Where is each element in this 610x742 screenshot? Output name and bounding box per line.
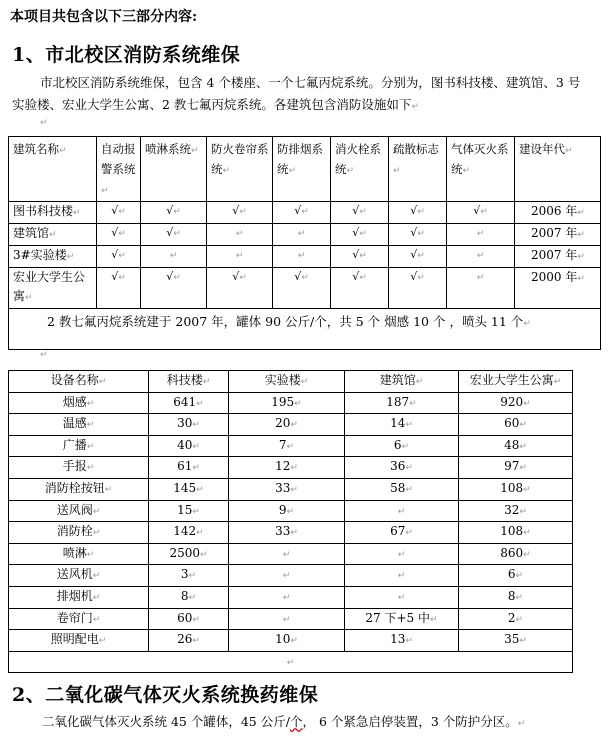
table1-header-cell: 建筑名称↵	[9, 137, 97, 202]
device-name-cell: 消防栓↵	[9, 522, 149, 544]
device-count-cell: ↵	[229, 565, 345, 587]
check-cell: √↵	[331, 224, 389, 246]
check-cell: ↵	[207, 246, 273, 268]
device-count-cell: 187↵	[345, 392, 459, 414]
device-name-cell: 广播↵	[9, 435, 149, 457]
table1-row	[9, 246, 601, 268]
table1-header-cell: 疏散标志↵	[389, 137, 447, 202]
table1-header-cell: 喷淋系统↵	[141, 137, 207, 202]
table1-row	[9, 202, 601, 224]
check-cell: √↵	[97, 268, 141, 309]
check-cell: √↵	[331, 268, 389, 309]
device-count-cell: 860↵	[459, 543, 573, 565]
device-count-cell: 2↵	[459, 608, 573, 630]
device-count-cell: 40↵	[149, 435, 229, 457]
device-count-cell: 26↵	[149, 630, 229, 652]
device-count-cell: 48↵	[459, 435, 573, 457]
check-cell: √↵	[331, 202, 389, 224]
device-count-cell: 641↵	[149, 392, 229, 414]
table1-note-cell: 2 教七氟丙烷系统建于 2007 年，罐体 90 公斤/个，共 5 个 烟感 10 个 ，喷头 11 个↵	[9, 309, 601, 350]
section1-heading: 1、市北校区消防系统维保	[12, 44, 241, 66]
table2-header-cell: 实验楼↵	[229, 371, 345, 393]
device-count-cell: 108↵	[459, 478, 573, 500]
building-name-cell: 图书科技楼↵	[9, 202, 97, 224]
check-cell: √↵	[331, 246, 389, 268]
table2-row	[9, 522, 573, 544]
section2-paragraph	[42, 712, 525, 734]
section2-paragraph-text: ， 6 个紧急启停装置，3 个防护分区。	[302, 714, 518, 729]
device-count-cell: 13↵	[345, 630, 459, 652]
check-cell: ↵	[273, 246, 331, 268]
table1-header-row	[9, 137, 601, 202]
section2-paragraph-text: 二氧化碳气体灭火系统 45 个罐体，45 公斤/	[42, 714, 290, 729]
table2-header-cell: 科技楼↵	[149, 371, 229, 393]
check-cell: √↵	[141, 268, 207, 309]
check-cell: √↵	[97, 224, 141, 246]
table2-row	[9, 478, 573, 500]
table2-row	[9, 414, 573, 436]
device-count-cell: 108↵	[459, 522, 573, 544]
paragraph-mark: ↵	[517, 719, 526, 729]
device-count-cell: 97↵	[459, 457, 573, 479]
table2-row	[9, 435, 573, 457]
device-name-cell: 手报↵	[9, 457, 149, 479]
device-count-cell: 58↵	[345, 478, 459, 500]
check-cell: √↵	[389, 202, 447, 224]
building-name-cell: 建筑馆↵	[9, 224, 97, 246]
device-count-cell: 14↵	[345, 414, 459, 436]
table2-empty-row	[9, 651, 573, 673]
device-name-cell: 卷帘门↵	[9, 608, 149, 630]
check-cell: ↵	[447, 224, 515, 246]
year-cell: 2000 年↵	[515, 268, 601, 309]
device-count-cell: 7↵	[229, 435, 345, 457]
blank-line-mark: ↵	[40, 118, 48, 128]
device-count-cell: 35↵	[459, 630, 573, 652]
device-count-cell: ↵	[345, 500, 459, 522]
device-count-cell: 145↵	[149, 478, 229, 500]
check-cell: √↵	[273, 268, 331, 309]
device-count-cell: 6↵	[459, 565, 573, 587]
device-count-cell: 27 下+5 中↵	[345, 608, 459, 630]
table1-row	[9, 268, 601, 309]
section1-paragraph	[12, 72, 582, 118]
table2-row	[9, 500, 573, 522]
device-name-cell: 送风阀↵	[9, 500, 149, 522]
blank-line-mark: ↵	[40, 350, 48, 360]
device-count-cell: 920↵	[459, 392, 573, 414]
device-count-cell: 20↵	[229, 414, 345, 436]
building-name-cell: 宏业大学生公寓↵	[9, 268, 97, 309]
table1-header-cell: 消火栓系统↵	[331, 137, 389, 202]
device-count-cell: 67↵	[345, 522, 459, 544]
device-count-table	[8, 370, 573, 673]
table2-header-cell: 建筑馆↵	[345, 371, 459, 393]
check-cell: √↵	[389, 268, 447, 309]
check-cell: √↵	[207, 202, 273, 224]
table2-row	[9, 630, 573, 652]
table1-header-cell: 防火卷帘系统↵	[207, 137, 273, 202]
table2-row	[9, 565, 573, 587]
device-count-cell: 2500↵	[149, 543, 229, 565]
check-cell: √↵	[97, 246, 141, 268]
device-count-cell: 12↵	[229, 457, 345, 479]
device-count-cell: 10↵	[229, 630, 345, 652]
check-cell: ↵	[273, 224, 331, 246]
table1-header-cell: 气体灭火系统↵	[447, 137, 515, 202]
check-cell: ↵	[207, 224, 273, 246]
device-count-cell: 6↵	[345, 435, 459, 457]
device-name-cell: 照明配电↵	[9, 630, 149, 652]
device-count-cell: ↵	[229, 608, 345, 630]
table1-header-cell: 自动报警系统↵	[97, 137, 141, 202]
intro-heading: 本项目共包含以下三部分内容:	[10, 9, 198, 25]
device-name-cell: 送风机↵	[9, 565, 149, 587]
device-count-cell: 33↵	[229, 522, 345, 544]
device-count-cell: 8↵	[459, 586, 573, 608]
section2-heading: 2、二氧化碳气体灭火系统换药维保	[12, 684, 319, 706]
device-count-cell: ↵	[345, 586, 459, 608]
table1-note-row	[9, 309, 601, 350]
section1-paragraph-text: 市北校区消防系统维保，包含 4 个楼座、一个七氟丙烷系统。分别为，图书科技楼、建筑馆、3 号实验楼、宏业大学生公寓、2 教七氟丙烷系统。各建筑包含消防设施如下	[12, 75, 581, 112]
check-cell: ↵	[141, 246, 207, 268]
device-name-cell: 喷淋↵	[9, 543, 149, 565]
table2-row	[9, 392, 573, 414]
table1-row	[9, 224, 601, 246]
year-cell: 2007 年↵	[515, 246, 601, 268]
paragraph-mark: ↵	[411, 102, 419, 112]
device-count-cell: 8↵	[149, 586, 229, 608]
table2-row	[9, 543, 573, 565]
device-count-cell: ↵	[345, 565, 459, 587]
table2-row	[9, 608, 573, 630]
device-count-cell: 36↵	[345, 457, 459, 479]
year-cell: 2007 年↵	[515, 224, 601, 246]
table2-empty-cell: ↵	[9, 651, 573, 673]
check-cell: ↵	[447, 246, 515, 268]
check-cell: √↵	[389, 224, 447, 246]
check-cell: √↵	[141, 224, 207, 246]
check-cell: √↵	[141, 202, 207, 224]
device-count-cell: 61↵	[149, 457, 229, 479]
device-count-cell: ↵	[229, 543, 345, 565]
table1-header-cell: 建设年代↵	[515, 137, 601, 202]
table2-header-cell: 宏业大学生公寓↵	[459, 371, 573, 393]
table2-header-row	[9, 371, 573, 393]
device-name-cell: 温感↵	[9, 414, 149, 436]
device-count-cell: 60↵	[459, 414, 573, 436]
device-count-cell: 195↵	[229, 392, 345, 414]
table2-row	[9, 586, 573, 608]
device-count-cell: ↵	[229, 586, 345, 608]
device-count-cell: 60↵	[149, 608, 229, 630]
table2-header-cell: 设备名称↵	[9, 371, 149, 393]
year-cell: 2006 年↵	[515, 202, 601, 224]
device-name-cell: 烟感↵	[9, 392, 149, 414]
check-cell: √↵	[447, 202, 515, 224]
device-count-cell: 33↵	[229, 478, 345, 500]
check-cell: √↵	[97, 202, 141, 224]
check-cell: √↵	[273, 202, 331, 224]
device-count-cell: 15↵	[149, 500, 229, 522]
building-name-cell: 3#实验楼↵	[9, 246, 97, 268]
device-name-cell: 排烟机↵	[9, 586, 149, 608]
device-count-cell: 32↵	[459, 500, 573, 522]
table2-row	[9, 457, 573, 479]
check-cell: √↵	[207, 268, 273, 309]
device-count-cell: 3↵	[149, 565, 229, 587]
device-count-cell: ↵	[345, 543, 459, 565]
check-cell: ↵	[447, 268, 515, 309]
device-count-cell: 30↵	[149, 414, 229, 436]
device-name-cell: 消防栓按钮↵	[9, 478, 149, 500]
building-systems-table	[8, 136, 601, 350]
check-cell: √↵	[389, 246, 447, 268]
device-count-cell: 142↵	[149, 522, 229, 544]
spelling-flagged-word: 个	[289, 714, 303, 729]
table1-header-cell: 防排烟系统↵	[273, 137, 331, 202]
device-count-cell: 9↵	[229, 500, 345, 522]
